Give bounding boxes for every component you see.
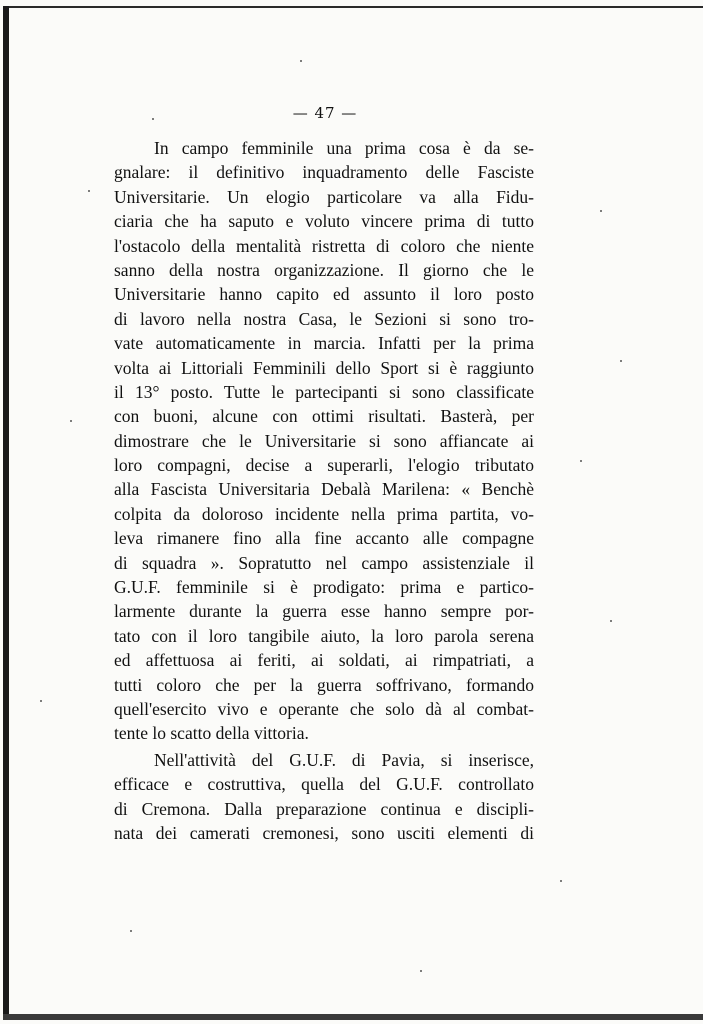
page-top-edge — [3, 6, 703, 8]
text-line: gnalare: il definitivo inquadramento delle Fasciste — [114, 162, 534, 183]
scan-speck — [40, 700, 42, 702]
text-line: tutti coloro che per la guerra soffrivano, formando — [114, 674, 534, 695]
text-line: efficace e costruttiva, quella del G.U.F. controllato — [114, 774, 534, 795]
text-line: Universitarie hanno capito ed assunto il loro posto — [114, 284, 534, 305]
text-line: sanno della nostra organizzazione. Il giorno che le — [114, 259, 534, 280]
text-line: con buoni, alcune con ottimi risultati. Basterà, per — [114, 406, 534, 427]
text-line: In campo femminile una prima cosa è da se- — [154, 138, 534, 158]
text-line: ciaria che ha saputo e voluto vincere prima di tutto — [114, 211, 534, 232]
text-line: quell'esercito vivo e operante che solo dà al combat- — [114, 698, 534, 719]
text-line: Nell'attività del G.U.F. di Pavia, si inserisce, — [154, 749, 534, 770]
text-line: Universitarie. Un elogio particolare va alla Fidu- — [114, 186, 534, 207]
scan-speck — [600, 210, 602, 212]
page-left-edge — [3, 6, 9, 1018]
text-line: ed affettuosa ai feriti, ai soldati, ai rimpatriati, a — [114, 650, 534, 671]
text-line: dimostrare che le Universitarie si sono affiancate ai — [114, 430, 534, 451]
page-bottom-edge — [3, 1014, 703, 1020]
paragraph-2 — [114, 748, 534, 846]
scan-speck — [420, 970, 422, 972]
text-line: tato con il loro tangibile aiuto, la loro parola serena — [114, 625, 534, 646]
text-line: loro compagni, decise a superarli, l'elogio tributato — [114, 455, 534, 476]
text-line: nata dei camerati cremonesi, sono usciti elementi di — [114, 822, 534, 843]
body-text — [114, 136, 534, 845]
scan-speck — [610, 620, 612, 622]
text-line: G.U.F. femminile si è prodigato: prima e partico- — [114, 577, 534, 598]
paragraph-1 — [114, 136, 534, 746]
text-line: vate automaticamente in marcia. Infatti per la prima — [114, 333, 534, 354]
text-line: leva rimanere fino alla fine accanto alle compagne — [114, 528, 534, 549]
text-line: volta ai Littoriali Femminili dello Sport si è raggiunto — [114, 357, 534, 378]
text-line: alla Fascista Universitaria Debalà Marilena: « Benchè — [114, 479, 534, 500]
scan-speck — [620, 360, 622, 362]
text-line: l'ostacolo della mentalità ristretta di coloro che niente — [114, 235, 534, 256]
scan-speck — [70, 420, 72, 422]
text-line: tente lo scatto della vittoria. — [114, 723, 309, 744]
text-line: colpita da doloroso incidente nella prima partita, vo- — [114, 503, 534, 524]
scan-speck — [560, 880, 562, 882]
text-line: di squadra ». Sopratutto nel campo assistenziale il — [114, 552, 534, 573]
page-number: — 47 — — [292, 104, 358, 122]
scan-speck — [152, 118, 154, 120]
text-line: larmente durante la guerra esse hanno sempre por- — [114, 601, 534, 622]
scan-speck — [300, 60, 302, 62]
scan-speck — [580, 460, 582, 462]
text-line: di lavoro nella nostra Casa, le Sezioni si sono tro- — [114, 308, 534, 329]
scan-speck — [130, 930, 132, 932]
scan-speck — [88, 190, 90, 192]
text-line: di Cremona. Dalla preparazione continua e discipli- — [114, 798, 534, 819]
text-line: il 13° posto. Tutte le partecipanti si sono classificate — [114, 381, 534, 402]
